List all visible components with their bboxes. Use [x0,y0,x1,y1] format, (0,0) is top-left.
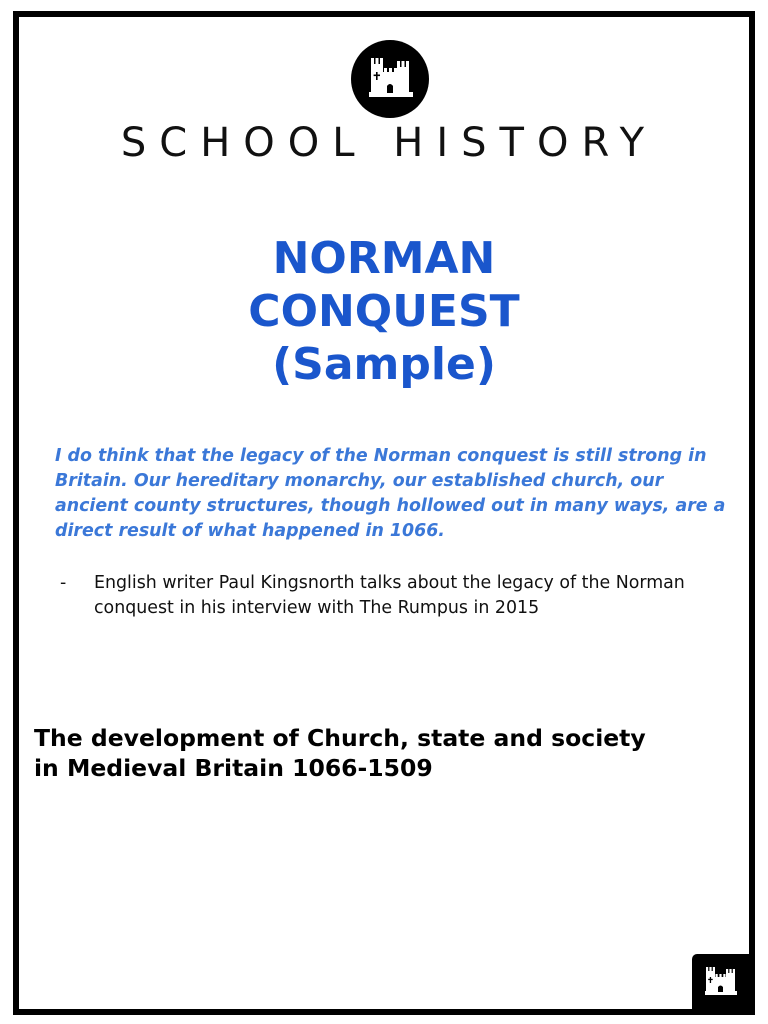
page-title [19,232,749,391]
document-page [13,11,755,1015]
quote-text: I do think that the legacy of the Norman conquest is still strong in Britain. Our hereditary monarchy, our established church, our ancient county structures, though hollowed out in many ways, are a direct result of what happened in 1066. [55,446,726,541]
attribution-bullet: - [60,573,67,593]
title-line-2: CONQUEST [248,286,520,337]
castle-icon [692,954,749,1009]
title-line-1: NORMAN [272,233,496,284]
quote-attribution [60,571,720,621]
brand-name: SCHOOL HISTORY [120,120,658,166]
title-line-3: (Sample) [272,339,496,390]
castle-icon [351,40,429,118]
attribution-text: English writer Paul Kingsnorth talks about the legacy of the Norman conquest in his interview with The Rumpus in 2015 [94,573,685,618]
document-subtitle: The development of Church, state and society in Medieval Britain 1066-1509 [34,724,646,782]
